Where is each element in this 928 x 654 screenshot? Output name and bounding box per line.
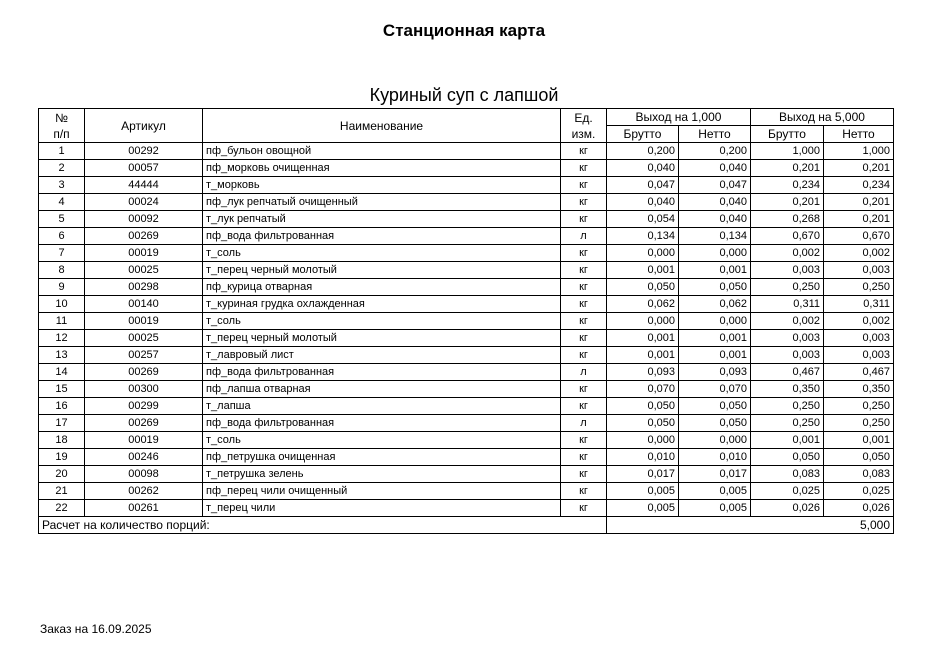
table-row [39, 466, 894, 483]
brutto-5: 0,268 [751, 211, 824, 228]
row-number: 19 [39, 449, 85, 466]
netto-5: 0,670 [824, 228, 894, 245]
brutto-5: 1,000 [751, 143, 824, 160]
unit: кг [561, 160, 607, 177]
row-number: 14 [39, 364, 85, 381]
header-netto-5: Нетто [824, 126, 894, 143]
netto-5: 0,001 [824, 432, 894, 449]
unit: кг [561, 449, 607, 466]
brutto-1: 0,050 [607, 415, 679, 432]
netto-5: 0,083 [824, 466, 894, 483]
article-code: 00140 [85, 296, 203, 313]
ingredient-name: пф_курица отварная [203, 279, 561, 296]
brutto-5: 0,002 [751, 245, 824, 262]
netto-1: 0,070 [679, 381, 751, 398]
ingredient-name: т_соль [203, 245, 561, 262]
document-title: Станционная карта [382, 21, 546, 40]
article-code: 00269 [85, 228, 203, 245]
table-row [39, 398, 894, 415]
article-code: 00092 [85, 211, 203, 228]
unit: кг [561, 177, 607, 194]
brutto-5: 0,467 [751, 364, 824, 381]
row-number: 10 [39, 296, 85, 313]
header-article: Артикул [85, 109, 203, 143]
netto-1: 0,017 [679, 466, 751, 483]
netto-1: 0,040 [679, 160, 751, 177]
unit: кг [561, 483, 607, 500]
ingredient-name: т_куриная грудка охлажденная [203, 296, 561, 313]
netto-5: 1,000 [824, 143, 894, 160]
netto-5: 0,250 [824, 398, 894, 415]
row-number: 17 [39, 415, 85, 432]
unit: л [561, 364, 607, 381]
row-number: 21 [39, 483, 85, 500]
row-number: 7 [39, 245, 85, 262]
header-brutto-1: Брутто [607, 126, 679, 143]
article-code: 00292 [85, 143, 203, 160]
netto-1: 0,200 [679, 143, 751, 160]
article-code: 00019 [85, 313, 203, 330]
brutto-1: 0,010 [607, 449, 679, 466]
brutto-5: 0,003 [751, 330, 824, 347]
table-row [39, 143, 894, 160]
row-number: 11 [39, 313, 85, 330]
ingredient-rows [39, 143, 894, 517]
netto-5: 0,003 [824, 347, 894, 364]
netto-5: 0,234 [824, 177, 894, 194]
table-row [39, 500, 894, 517]
unit: кг [561, 347, 607, 364]
unit: кг [561, 381, 607, 398]
brutto-1: 0,047 [607, 177, 679, 194]
brutto-1: 0,000 [607, 245, 679, 262]
brutto-1: 0,000 [607, 313, 679, 330]
netto-1: 0,001 [679, 262, 751, 279]
brutto-5: 0,001 [751, 432, 824, 449]
netto-5: 0,002 [824, 313, 894, 330]
netto-1: 0,000 [679, 313, 751, 330]
article-code: 00024 [85, 194, 203, 211]
netto-5: 0,025 [824, 483, 894, 500]
row-number: 5 [39, 211, 85, 228]
unit: кг [561, 211, 607, 228]
ingredient-name: пф_вода фильтрованная [203, 415, 561, 432]
netto-1: 0,001 [679, 330, 751, 347]
brutto-5: 0,026 [751, 500, 824, 517]
netto-1: 0,047 [679, 177, 751, 194]
table-row [39, 313, 894, 330]
article-code: 00246 [85, 449, 203, 466]
row-number: 15 [39, 381, 85, 398]
ingredient-name: пф_лук репчатый очищенный [203, 194, 561, 211]
article-code: 44444 [85, 177, 203, 194]
brutto-1: 0,001 [607, 347, 679, 364]
unit: л [561, 415, 607, 432]
table-row [39, 160, 894, 177]
brutto-1: 0,200 [607, 143, 679, 160]
netto-1: 0,134 [679, 228, 751, 245]
row-number: 16 [39, 398, 85, 415]
ingredient-name: пф_петрушка очищенная [203, 449, 561, 466]
ingredient-name: пф_лапша отварная [203, 381, 561, 398]
netto-5: 0,250 [824, 279, 894, 296]
dish-title: Куриный суп с лапшой [369, 85, 559, 105]
brutto-1: 0,093 [607, 364, 679, 381]
brutto-5: 0,250 [751, 398, 824, 415]
unit: кг [561, 245, 607, 262]
unit: кг [561, 143, 607, 160]
unit: кг [561, 330, 607, 347]
brutto-5: 0,311 [751, 296, 824, 313]
row-number: 20 [39, 466, 85, 483]
netto-5: 0,050 [824, 449, 894, 466]
brutto-1: 0,005 [607, 500, 679, 517]
article-code: 00019 [85, 245, 203, 262]
brutto-5: 0,025 [751, 483, 824, 500]
ingredient-name: т_соль [203, 313, 561, 330]
netto-5: 0,311 [824, 296, 894, 313]
ingredient-name: т_перец черный молотый [203, 262, 561, 279]
article-code: 00298 [85, 279, 203, 296]
table-row [39, 296, 894, 313]
article-code: 00269 [85, 415, 203, 432]
header-unit: Ед. изм. [561, 109, 607, 143]
brutto-5: 0,250 [751, 415, 824, 432]
brutto-5: 0,670 [751, 228, 824, 245]
table-row [39, 211, 894, 228]
unit: кг [561, 194, 607, 211]
netto-1: 0,050 [679, 415, 751, 432]
brutto-1: 0,062 [607, 296, 679, 313]
header-output-1: Выход на 1,000 [607, 109, 751, 126]
ingredient-name: т_перец чили [203, 500, 561, 517]
ingredient-name: т_лавровый лист [203, 347, 561, 364]
netto-5: 0,026 [824, 500, 894, 517]
table-row [39, 330, 894, 347]
article-code: 00262 [85, 483, 203, 500]
header-output-5: Выход на 5,000 [751, 109, 894, 126]
brutto-1: 0,054 [607, 211, 679, 228]
netto-1: 0,040 [679, 211, 751, 228]
article-code: 00025 [85, 262, 203, 279]
article-code: 00299 [85, 398, 203, 415]
ingredient-name: т_лук репчатый [203, 211, 561, 228]
brutto-1: 0,017 [607, 466, 679, 483]
netto-5: 0,003 [824, 330, 894, 347]
row-number: 3 [39, 177, 85, 194]
netto-1: 0,000 [679, 245, 751, 262]
brutto-5: 0,050 [751, 449, 824, 466]
table-row [39, 245, 894, 262]
row-number: 2 [39, 160, 85, 177]
article-code: 00057 [85, 160, 203, 177]
unit: кг [561, 398, 607, 415]
netto-5: 0,201 [824, 160, 894, 177]
ingredient-name: т_лапша [203, 398, 561, 415]
brutto-1: 0,001 [607, 330, 679, 347]
brutto-1: 0,040 [607, 160, 679, 177]
table-row [39, 262, 894, 279]
table-row [39, 228, 894, 245]
brutto-1: 0,040 [607, 194, 679, 211]
header-row-number: № п/п [39, 109, 85, 143]
unit: кг [561, 313, 607, 330]
brutto-5: 0,003 [751, 262, 824, 279]
row-number: 13 [39, 347, 85, 364]
netto-5: 0,350 [824, 381, 894, 398]
unit: кг [561, 262, 607, 279]
ingredient-name: пф_морковь очищенная [203, 160, 561, 177]
brutto-1: 0,001 [607, 262, 679, 279]
unit: л [561, 228, 607, 245]
netto-5: 0,467 [824, 364, 894, 381]
netto-5: 0,201 [824, 194, 894, 211]
brutto-5: 0,002 [751, 313, 824, 330]
article-code: 00098 [85, 466, 203, 483]
netto-5: 0,003 [824, 262, 894, 279]
netto-1: 0,010 [679, 449, 751, 466]
netto-1: 0,062 [679, 296, 751, 313]
order-date: Заказ на 16.09.2025 [40, 622, 152, 636]
portion-count-label: Расчет на количество порций: [39, 517, 607, 534]
row-number: 6 [39, 228, 85, 245]
ingredient-name: пф_вода фильтрованная [203, 228, 561, 245]
brutto-5: 0,201 [751, 160, 824, 177]
article-code: 00025 [85, 330, 203, 347]
header-name: Наименование [203, 109, 561, 143]
brutto-1: 0,000 [607, 432, 679, 449]
row-number: 4 [39, 194, 85, 211]
table-row [39, 177, 894, 194]
header-brutto-5: Брутто [751, 126, 824, 143]
row-number: 12 [39, 330, 85, 347]
table-row [39, 347, 894, 364]
netto-1: 0,050 [679, 279, 751, 296]
netto-1: 0,040 [679, 194, 751, 211]
article-code: 00269 [85, 364, 203, 381]
brutto-1: 0,134 [607, 228, 679, 245]
netto-1: 0,005 [679, 500, 751, 517]
ingredient-name: пф_перец чили очищенный [203, 483, 561, 500]
brutto-1: 0,050 [607, 279, 679, 296]
table-row [39, 381, 894, 398]
row-number: 22 [39, 500, 85, 517]
brutto-5: 0,250 [751, 279, 824, 296]
ingredient-name: т_соль [203, 432, 561, 449]
netto-1: 0,001 [679, 347, 751, 364]
unit: кг [561, 500, 607, 517]
ingredient-name: пф_вода фильтрованная [203, 364, 561, 381]
article-code: 00300 [85, 381, 203, 398]
netto-5: 0,002 [824, 245, 894, 262]
table-row [39, 364, 894, 381]
header-netto-1: Нетто [679, 126, 751, 143]
brutto-5: 0,350 [751, 381, 824, 398]
ingredient-name: т_петрушка зелень [203, 466, 561, 483]
table-row [39, 415, 894, 432]
brutto-1: 0,070 [607, 381, 679, 398]
unit: кг [561, 279, 607, 296]
brutto-5: 0,083 [751, 466, 824, 483]
netto-1: 0,000 [679, 432, 751, 449]
unit: кг [561, 432, 607, 449]
brutto-1: 0,050 [607, 398, 679, 415]
ingredient-name: т_морковь [203, 177, 561, 194]
row-number: 9 [39, 279, 85, 296]
brutto-5: 0,201 [751, 194, 824, 211]
row-number: 1 [39, 143, 85, 160]
brutto-1: 0,005 [607, 483, 679, 500]
netto-5: 0,250 [824, 415, 894, 432]
unit: кг [561, 296, 607, 313]
netto-1: 0,093 [679, 364, 751, 381]
table-row [39, 194, 894, 211]
unit: кг [561, 466, 607, 483]
netto-5: 0,201 [824, 211, 894, 228]
station-card-table [38, 108, 894, 534]
netto-1: 0,005 [679, 483, 751, 500]
article-code: 00261 [85, 500, 203, 517]
table-row [39, 432, 894, 449]
brutto-5: 0,234 [751, 177, 824, 194]
row-number: 8 [39, 262, 85, 279]
netto-1: 0,050 [679, 398, 751, 415]
brutto-5: 0,003 [751, 347, 824, 364]
article-code: 00019 [85, 432, 203, 449]
portion-count-value: 5,000 [607, 517, 894, 534]
ingredient-name: пф_бульон овощной [203, 143, 561, 160]
ingredient-name: т_перец черный молотый [203, 330, 561, 347]
table-row [39, 279, 894, 296]
article-code: 00257 [85, 347, 203, 364]
row-number: 18 [39, 432, 85, 449]
table-row [39, 449, 894, 466]
table-row [39, 483, 894, 500]
